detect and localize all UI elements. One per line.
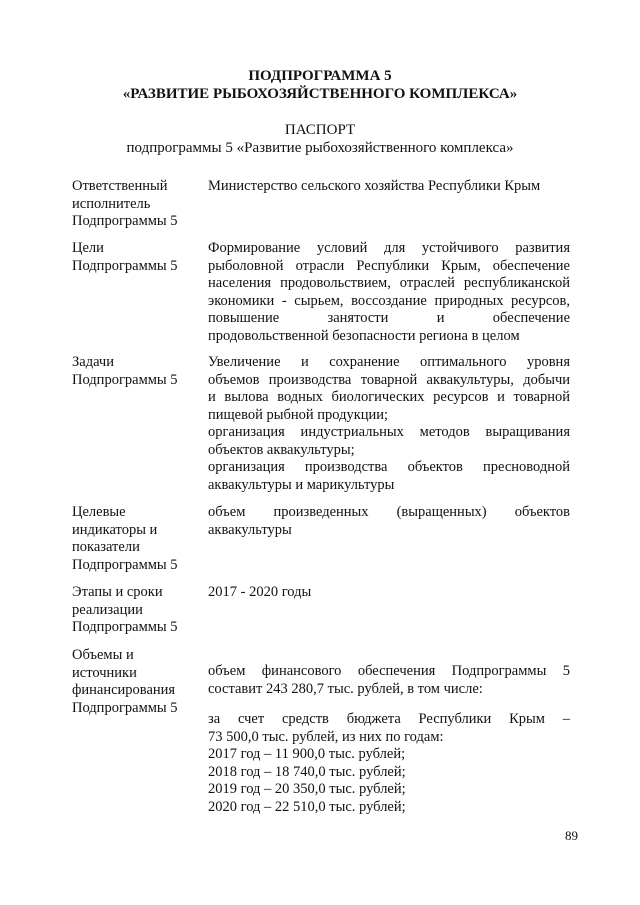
row-funding-total: объем финансового обеспечения Подпрограммы 5 составит 243 280,7 тыс. рублей, в том числе: (208, 663, 570, 697)
row-stages-value: 2017 - 2020 годы (208, 584, 312, 600)
row-indicators-value: объем произведенных (выращенных) объектов аквакультуры (208, 504, 570, 538)
row-funding-breakdown: за счет средств бюджета Республики Крым – 73 500,0 тыс. рублей, из них по годам: 2017 год – 11 900,0 тыс. рублей; 2018 год – 18 740,0 тыс. рублей; 2019 год – 20 350,0 тыс. рублей; 2020 год – 22 510,0 тыс. рублей; (208, 711, 570, 815)
row-responsible-label: Ответственный исполнитель Подпрограммы 5 (72, 178, 178, 229)
row-tasks-value: Увеличение и сохранение оптимального уровня объемов производства товарной аквакультуры, добычи и вылова водных биологических ресурсов и товарной пищевой рыбной продукции; организация индустриальных методов выращивания объектов аквакультуры; организация производства объектов пресноводной аквакультуры и марикультуры (208, 354, 570, 493)
page-title-line-2: «РАЗВИТИЕ РЫБОХОЗЯЙСТВЕННОГО КОМПЛЕКСА» (122, 86, 518, 102)
row-goals-value: Формирование условий для устойчивого развития рыболовной отрасли Республики Крым, обеспечение населения продовольствием, отраслей республиканской экономики - сырьем, воссоздание природных ресурсов, повышение занятости и обеспечение продовольственной безопасности региона в целом (208, 240, 570, 344)
passport-heading: ПАСПОРТ (284, 122, 356, 138)
row-goals-label: Цели Подпрограммы 5 (72, 240, 178, 274)
row-responsible-value: Министерство сельского хозяйства Республики Крым (208, 178, 541, 194)
page-title-line-1: ПОДПРОГРАММА 5 (248, 68, 392, 84)
row-tasks-label: Задачи Подпрограммы 5 (72, 354, 178, 388)
row-funding-label: Объемы и источники финансирования Подпрограммы 5 (72, 647, 178, 716)
page-number: 89 (565, 828, 578, 843)
passport-subtitle: подпрограммы 5 «Развитие рыбохозяйственного комплекса» (126, 140, 514, 156)
row-indicators-label: Целевые индикаторы и показатели Подпрограммы 5 (72, 504, 178, 573)
row-stages-label: Этапы и сроки реализации Подпрограммы 5 (72, 584, 178, 635)
